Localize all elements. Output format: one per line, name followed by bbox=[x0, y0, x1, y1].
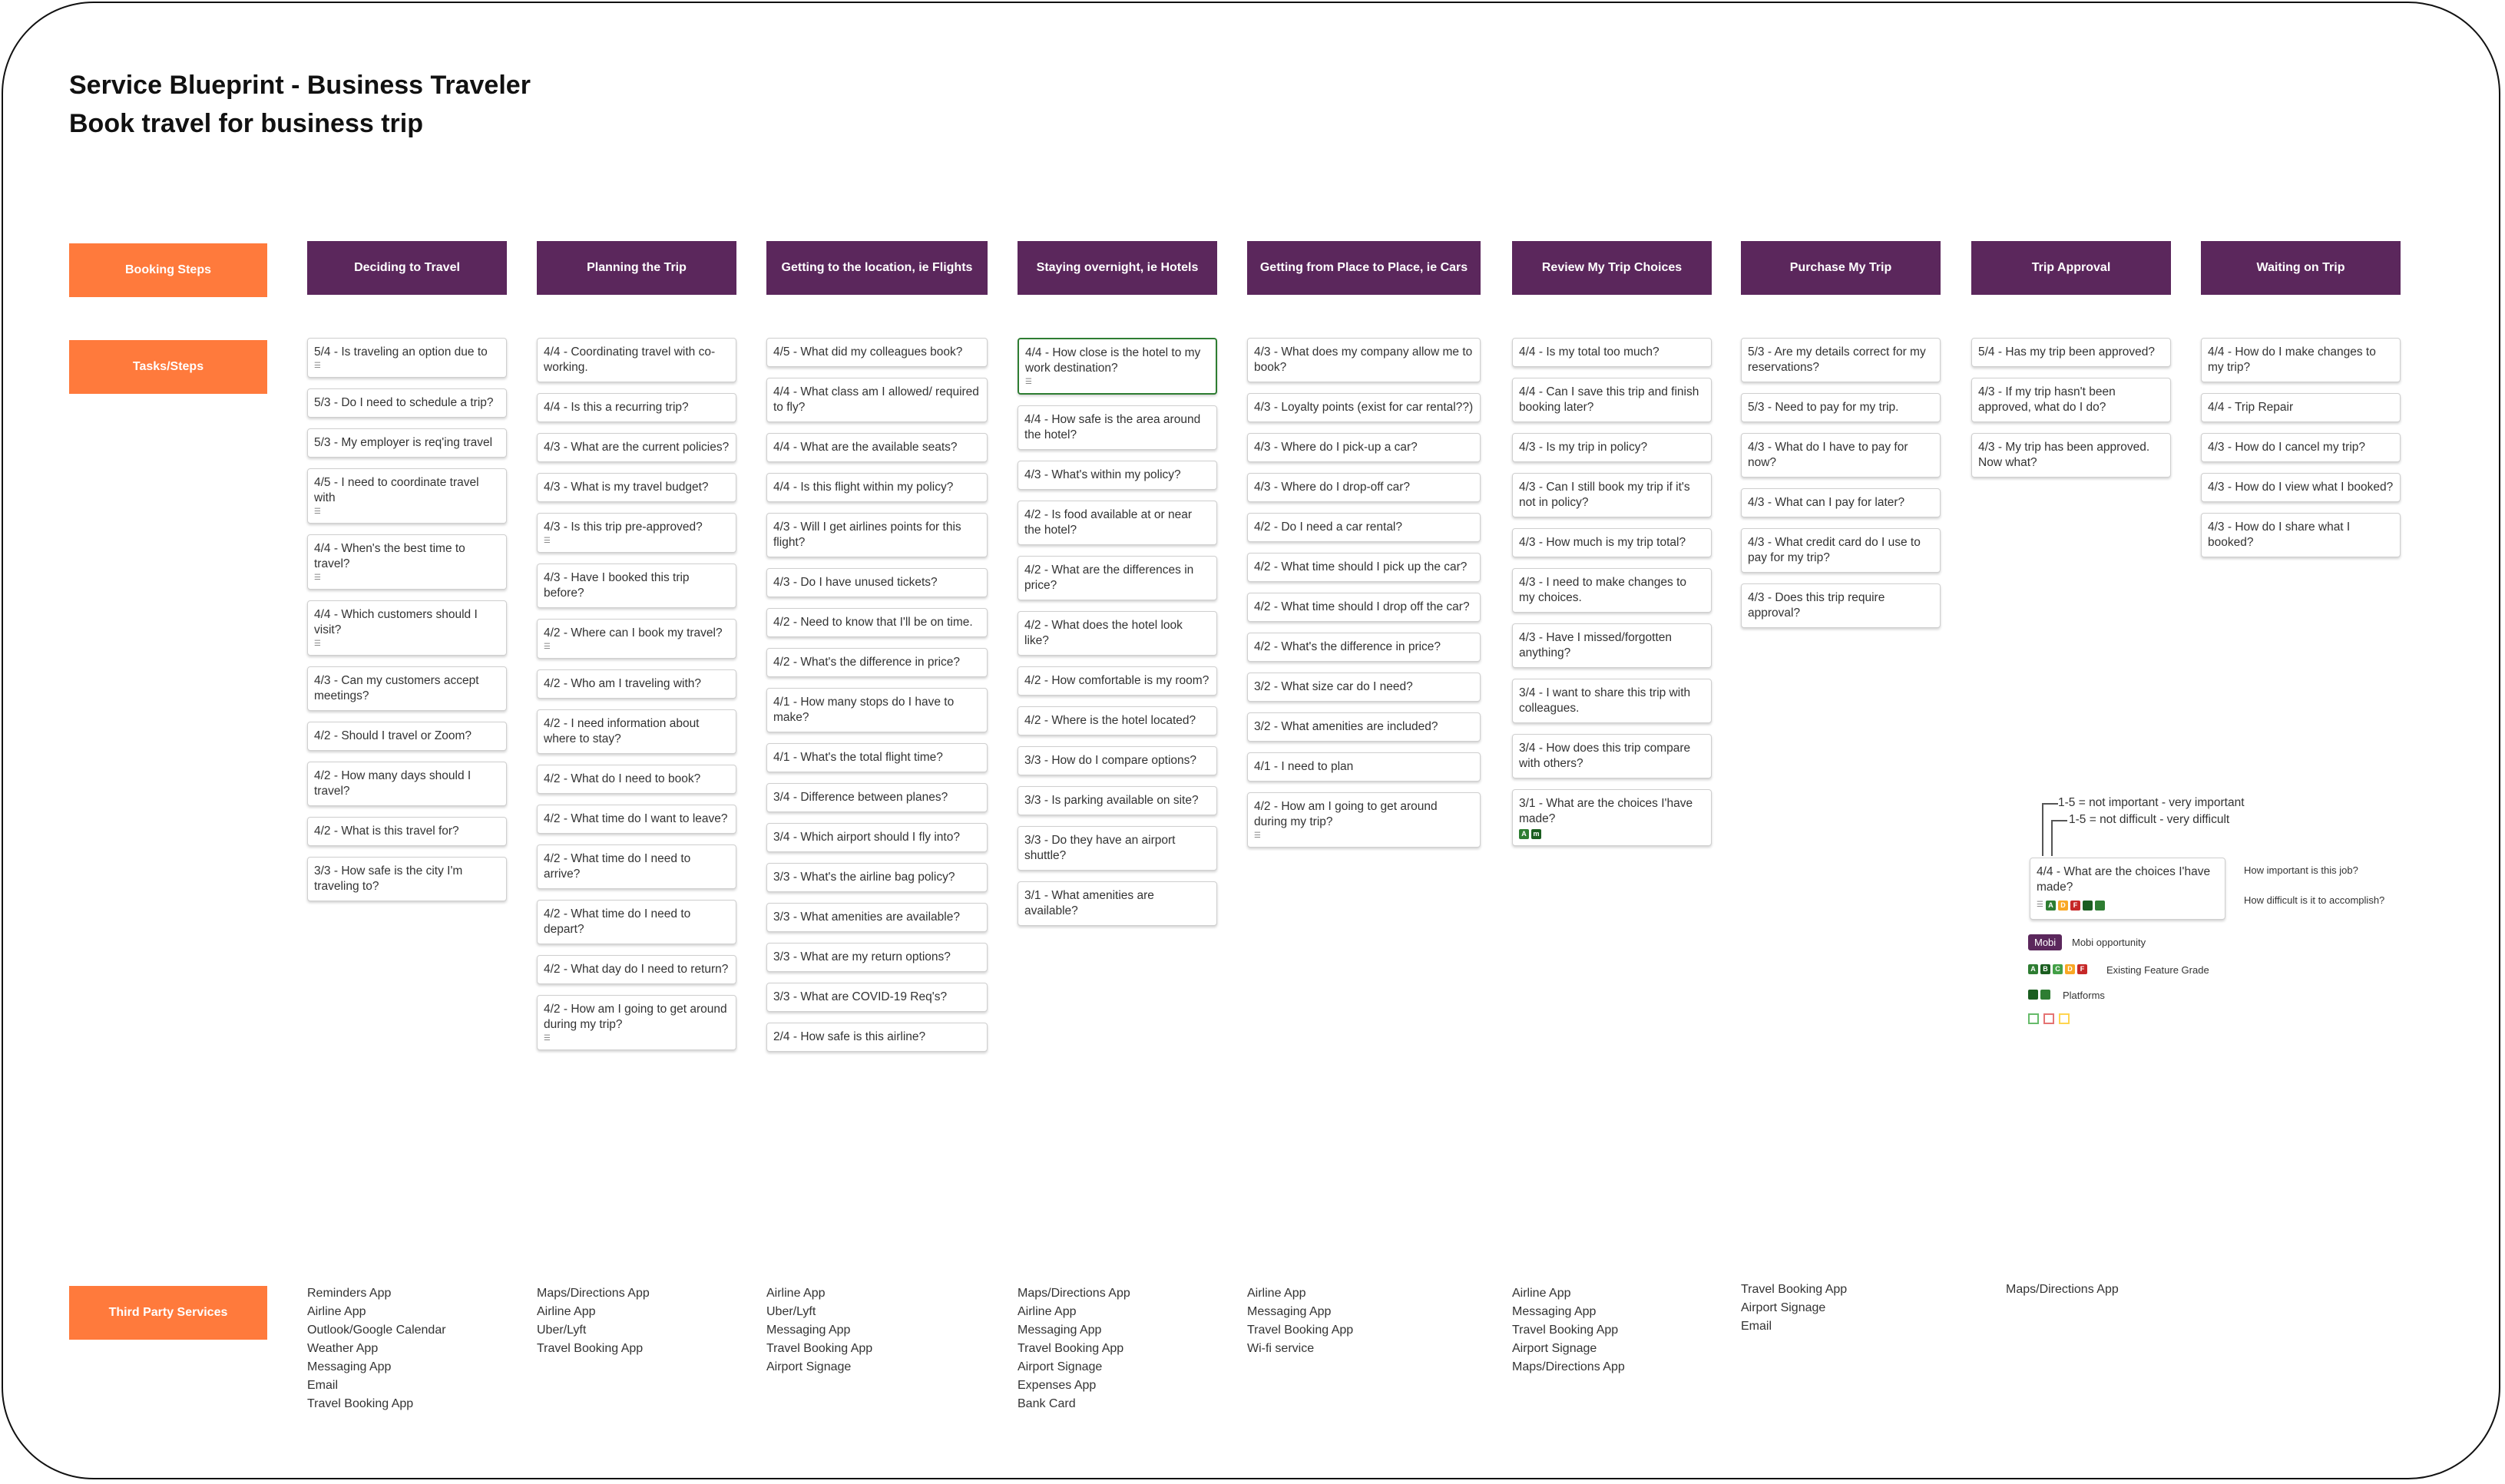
task-card-text: 4/3 - Where do I drop-off car? bbox=[1254, 481, 1411, 494]
task-card-text: 4/2 - Is food available at or near the hotel? bbox=[1024, 508, 1192, 537]
task-card-text: 4/2 - How comfortable is my room? bbox=[1024, 674, 1209, 687]
task-card-text: 4/3 - How do I view what I booked? bbox=[2208, 481, 2394, 494]
legend-importance-scale: 1-5 = not important - very important bbox=[2058, 796, 2245, 809]
service-item: Bank Card bbox=[1018, 1397, 1076, 1410]
note-icon: ☰ bbox=[544, 537, 551, 545]
grade-f-chip: F bbox=[2070, 901, 2080, 911]
task-card-text: 4/2 - What time do I need to depart? bbox=[544, 907, 691, 936]
yellow-outline-swatch bbox=[2059, 1013, 2070, 1024]
column-header: Getting from Place to Place, ie Cars bbox=[1247, 241, 1481, 295]
task-card-text: 4/3 - Have I booked this trip before? bbox=[544, 571, 690, 600]
task-card-text: 4/2 - What is this travel for? bbox=[314, 825, 459, 838]
service-item: Airport Signage bbox=[766, 1360, 852, 1373]
grade-a-chip: A bbox=[2028, 964, 2038, 974]
task-card-text: 4/2 - What time should I pick up the car? bbox=[1254, 560, 1468, 573]
task-card[interactable] bbox=[766, 608, 988, 637]
note-icon: ☰ bbox=[1254, 831, 1261, 840]
task-card-text: 4/3 - What credit card do I use to pay for my trip? bbox=[1748, 536, 1921, 564]
task-card[interactable] bbox=[1512, 528, 1712, 557]
task-card-text: 4/4 - Is my total too much? bbox=[1519, 345, 1660, 359]
task-card[interactable] bbox=[766, 433, 988, 462]
row-label-tasks-steps: Tasks/Steps bbox=[69, 340, 267, 394]
task-card-text: 4/2 - What do I need to book? bbox=[544, 772, 701, 785]
task-card-text: 4/3 - Do I have unused tickets? bbox=[773, 576, 938, 589]
task-card[interactable] bbox=[1018, 611, 1217, 656]
task-card-text: 4/2 - What day do I need to return? bbox=[544, 963, 729, 976]
task-card-text: 3/3 - What are COVID-19 Req's? bbox=[773, 990, 948, 1003]
task-card-text: 4/4 - Trip Repair bbox=[2208, 401, 2294, 414]
task-card[interactable] bbox=[307, 428, 507, 458]
task-card-text: 4/3 - If my trip hasn't been approved, what do I do? bbox=[1978, 385, 2116, 414]
task-card-text: 4/3 - Is this trip pre-approved? bbox=[544, 521, 703, 534]
task-card-text: 4/1 - What's the total flight time? bbox=[773, 751, 943, 764]
task-card-text: 4/3 - I need to make changes to my choices. bbox=[1519, 576, 1686, 604]
task-card-text: 3/1 - What amenities are available? bbox=[1024, 889, 1154, 917]
task-column bbox=[766, 338, 988, 1063]
task-card[interactable] bbox=[766, 863, 988, 892]
task-card[interactable] bbox=[1512, 679, 1712, 723]
task-card-text: 4/3 - My trip has been approved. Now what? bbox=[1978, 441, 2150, 469]
task-column bbox=[1018, 338, 1217, 937]
service-item: Weather App bbox=[307, 1342, 379, 1355]
task-card[interactable] bbox=[1018, 666, 1217, 696]
task-card[interactable] bbox=[2201, 433, 2401, 462]
task-card-text: 3/4 - How does this trip compare with others? bbox=[1519, 742, 1691, 770]
task-card-text: 4/3 - Loyalty points (exist for car rental??) bbox=[1254, 401, 1474, 414]
task-card[interactable] bbox=[1512, 433, 1712, 462]
service-item: Maps/Directions App bbox=[2006, 1283, 2119, 1296]
task-card-text: 4/3 - Can I still book my trip if it's not in policy? bbox=[1519, 481, 1690, 509]
task-card-text: 4/2 - Should I travel or Zoom? bbox=[314, 729, 472, 742]
task-card-text: 5/3 - Are my details correct for my reservations? bbox=[1748, 345, 1926, 374]
note-icon: ☰ bbox=[2037, 901, 2043, 909]
service-item: Travel Booking App bbox=[307, 1397, 414, 1410]
task-card-text: 4/3 - What are the current policies? bbox=[544, 441, 730, 454]
grade-a-chip: A bbox=[1519, 829, 1529, 839]
legend-platform-chips bbox=[2028, 990, 2050, 1000]
note-icon: ☰ bbox=[314, 507, 321, 516]
task-card[interactable] bbox=[537, 564, 736, 608]
task-card-text: 4/2 - What's the difference in price? bbox=[773, 656, 961, 669]
task-card-text: 4/5 - What did my colleagues book? bbox=[773, 345, 963, 359]
legend-mobi-label: Mobi opportunity bbox=[2072, 937, 2146, 948]
task-card[interactable] bbox=[1741, 393, 1941, 422]
task-card[interactable] bbox=[766, 688, 988, 732]
service-item: Airport Signage bbox=[1512, 1342, 1597, 1355]
task-card[interactable] bbox=[537, 619, 736, 659]
task-card[interactable] bbox=[1018, 556, 1217, 600]
grade-a-chip: A bbox=[2046, 901, 2056, 911]
task-card[interactable] bbox=[1247, 673, 1481, 702]
service-item: Airport Signage bbox=[1018, 1360, 1103, 1373]
legend-difficulty-scale: 1-5 = not difficult - very difficult bbox=[2069, 813, 2230, 826]
task-card-text: 4/2 - Where can I book my travel? bbox=[544, 626, 723, 640]
task-card[interactable] bbox=[1512, 623, 1712, 668]
task-card[interactable] bbox=[766, 378, 988, 422]
task-card-text: 4/3 - Is my trip in policy? bbox=[1519, 441, 1648, 454]
legend-outline-swatches bbox=[2028, 1013, 2070, 1024]
task-card[interactable] bbox=[307, 762, 507, 806]
task-card[interactable] bbox=[766, 648, 988, 677]
task-card[interactable] bbox=[1512, 789, 1712, 846]
legend-example-card-text: 4/4 - What are the choices I'have made? bbox=[2037, 865, 2211, 894]
task-card[interactable] bbox=[766, 983, 988, 1012]
task-card-text: 4/4 - Which customers should I visit? bbox=[314, 608, 478, 636]
task-card[interactable] bbox=[1247, 593, 1481, 622]
grade-c-chip: C bbox=[2053, 964, 2063, 974]
task-card[interactable] bbox=[1018, 826, 1217, 871]
service-item: Uber/Lyft bbox=[766, 1305, 816, 1318]
task-card[interactable] bbox=[1247, 553, 1481, 582]
service-item: Travel Booking App bbox=[1512, 1324, 1619, 1337]
task-card[interactable] bbox=[1018, 501, 1217, 545]
task-card[interactable] bbox=[1247, 792, 1481, 848]
task-card[interactable] bbox=[1247, 393, 1481, 422]
task-card[interactable] bbox=[1512, 734, 1712, 778]
task-card-text: 4/3 - What do I have to pay for now? bbox=[1748, 441, 1908, 469]
task-card-text: 3/3 - What amenities are available? bbox=[773, 911, 960, 924]
task-card-text: 2/4 - How safe is this airline? bbox=[773, 1030, 926, 1043]
task-card-text: 4/4 - Is this a recurring trip? bbox=[544, 401, 689, 414]
third-party-services-list bbox=[1512, 1284, 1625, 1377]
task-card-text: 3/3 - What are my return options? bbox=[773, 950, 951, 963]
platform-icon: m bbox=[1531, 829, 1541, 839]
task-card-text: 4/2 - Where is the hotel located? bbox=[1024, 714, 1196, 727]
task-card-text: 5/3 - Do I need to schedule a trip? bbox=[314, 396, 494, 409]
task-card-text: 4/2 - What's the difference in price? bbox=[1254, 640, 1441, 653]
note-icon: ☰ bbox=[314, 640, 321, 648]
task-card-text: 4/3 - Does this trip require approval? bbox=[1748, 591, 1885, 620]
task-card-text: 3/4 - Difference between planes? bbox=[773, 791, 948, 804]
service-item: Uber/Lyft bbox=[537, 1324, 587, 1337]
task-card[interactable] bbox=[766, 823, 988, 852]
service-item: Travel Booking App bbox=[1247, 1324, 1354, 1337]
service-item: Messaging App bbox=[1512, 1305, 1597, 1318]
grade-d-chip: D bbox=[2065, 964, 2075, 974]
task-card-text: 5/3 - Need to pay for my trip. bbox=[1748, 401, 1899, 414]
task-card[interactable] bbox=[537, 393, 736, 422]
task-card[interactable] bbox=[766, 1023, 988, 1052]
task-column bbox=[1971, 338, 2171, 488]
row-label-booking-steps: Booking Steps bbox=[69, 243, 267, 297]
task-card-text: 4/3 - What's within my policy? bbox=[1024, 468, 1181, 481]
task-card[interactable] bbox=[1971, 378, 2171, 422]
task-card-text: 4/3 - What does my company allow me to book? bbox=[1254, 345, 1473, 374]
task-card-chips bbox=[1519, 829, 1705, 839]
task-card-text: 4/1 - I need to plan bbox=[1254, 760, 1354, 773]
task-card[interactable] bbox=[1018, 461, 1217, 490]
task-card-text: 4/4 - What are the available seats? bbox=[773, 441, 958, 454]
task-card-text: 4/2 - How am I going to get around during my trip? bbox=[1254, 800, 1438, 828]
page-subtitle: Book travel for business trip bbox=[69, 109, 423, 138]
third-party-services-list bbox=[2006, 1281, 2119, 1299]
task-card[interactable] bbox=[1018, 338, 1217, 395]
note-icon: ☰ bbox=[1025, 378, 1032, 386]
task-card-text: 4/3 - How do I share what I booked? bbox=[2208, 521, 2351, 549]
task-card[interactable] bbox=[1512, 473, 1712, 517]
task-card-text: 3/2 - What amenities are included? bbox=[1254, 720, 1438, 733]
task-card-text: 5/3 - My employer is req'ing travel bbox=[314, 436, 493, 449]
column-header: Trip Approval bbox=[1971, 241, 2171, 295]
task-card[interactable] bbox=[537, 709, 736, 754]
task-card[interactable] bbox=[537, 995, 736, 1050]
legend-example-card-chips bbox=[2037, 897, 2219, 913]
task-card[interactable] bbox=[537, 473, 736, 502]
task-card-text: 4/4 - How close is the hotel to my work destination? bbox=[1025, 346, 1201, 375]
task-card[interactable] bbox=[537, 805, 736, 834]
task-card[interactable] bbox=[537, 433, 736, 462]
task-card-text: 3/3 - How do I compare options? bbox=[1024, 754, 1197, 767]
task-card[interactable] bbox=[537, 513, 736, 553]
page-title: Service Blueprint - Business Traveler bbox=[69, 71, 531, 100]
column-header: Getting to the location, ie Flights bbox=[766, 241, 988, 295]
task-card-text: 4/4 - What class am I allowed/ required to fly? bbox=[773, 385, 979, 414]
task-card[interactable] bbox=[766, 743, 988, 772]
task-card[interactable] bbox=[537, 900, 736, 944]
task-card[interactable] bbox=[766, 513, 988, 557]
task-card[interactable] bbox=[1512, 378, 1712, 422]
task-card[interactable] bbox=[1741, 338, 1941, 382]
task-card-text: 4/3 - Where do I pick-up a car? bbox=[1254, 441, 1418, 454]
task-card-text: 4/2 - Do I need a car rental? bbox=[1254, 521, 1403, 534]
task-card[interactable] bbox=[537, 765, 736, 794]
task-card[interactable] bbox=[766, 943, 988, 972]
service-item: Outlook/Google Calendar bbox=[307, 1324, 446, 1337]
service-item: Airline App bbox=[537, 1305, 596, 1318]
task-card-text: 4/2 - How am I going to get around during my trip? bbox=[544, 1003, 727, 1031]
task-card-text: 4/5 - I need to coordinate travel with bbox=[314, 476, 479, 504]
task-card-text: 4/2 - What does the hotel look like? bbox=[1024, 619, 1183, 647]
task-card-text: 4/3 - What can I pay for later? bbox=[1748, 496, 1905, 509]
task-card-text: 4/4 - When's the best time to travel? bbox=[314, 542, 465, 570]
third-party-services-list bbox=[1018, 1284, 1130, 1413]
platform-mobile-icon bbox=[2095, 901, 2105, 911]
legend-example-card bbox=[2030, 858, 2225, 920]
column-header: Purchase My Trip bbox=[1741, 241, 1941, 295]
service-item: Airline App bbox=[1512, 1287, 1571, 1300]
red-outline-swatch bbox=[2043, 1013, 2054, 1024]
service-item: Airline App bbox=[1018, 1305, 1077, 1318]
task-column bbox=[537, 338, 736, 1061]
service-item: Maps/Directions App bbox=[537, 1287, 650, 1300]
third-party-services-list bbox=[307, 1284, 446, 1413]
task-column bbox=[1512, 338, 1712, 857]
service-item: Airline App bbox=[307, 1305, 366, 1318]
task-card[interactable] bbox=[1512, 568, 1712, 613]
third-party-services-list bbox=[1247, 1284, 1353, 1358]
task-card[interactable] bbox=[1247, 433, 1481, 462]
platform-mobile-icon bbox=[2040, 990, 2050, 1000]
task-card[interactable] bbox=[1018, 881, 1217, 926]
service-item: Maps/Directions App bbox=[1512, 1360, 1625, 1373]
task-card[interactable] bbox=[2201, 338, 2401, 382]
task-card[interactable] bbox=[1018, 786, 1217, 815]
task-card[interactable] bbox=[1247, 338, 1481, 382]
third-party-services-list bbox=[1741, 1281, 1847, 1336]
task-card-text: 4/2 - What time do I need to arrive? bbox=[544, 852, 691, 881]
task-card-text: 4/2 - Need to know that I'll be on time. bbox=[773, 616, 973, 629]
task-card[interactable] bbox=[307, 534, 507, 590]
column-header: Planning the Trip bbox=[537, 241, 736, 295]
legend-grade-label: Existing Feature Grade bbox=[2106, 964, 2209, 976]
task-card[interactable] bbox=[766, 473, 988, 502]
service-item: Email bbox=[307, 1379, 339, 1392]
task-card[interactable] bbox=[537, 338, 736, 382]
task-card-text: 4/3 - What is my travel budget? bbox=[544, 481, 709, 494]
service-item: Travel Booking App bbox=[1018, 1342, 1124, 1355]
note-icon: ☰ bbox=[314, 362, 321, 370]
task-card[interactable] bbox=[1247, 633, 1481, 662]
task-card[interactable] bbox=[1247, 513, 1481, 542]
task-card[interactable] bbox=[1741, 488, 1941, 517]
task-card[interactable] bbox=[1971, 433, 2171, 478]
service-item: Messaging App bbox=[766, 1324, 851, 1337]
task-card[interactable] bbox=[1247, 712, 1481, 742]
task-card[interactable] bbox=[1018, 405, 1217, 450]
task-card-text: 5/4 - Has my trip been approved? bbox=[1978, 345, 2156, 359]
task-card-text: 4/1 - How many stops do I have to make? bbox=[773, 696, 955, 724]
task-card-text: 4/2 - What time should I drop off the car? bbox=[1254, 600, 1470, 613]
task-card-text: 4/4 - How safe is the area around the hotel? bbox=[1024, 413, 1201, 441]
task-card[interactable] bbox=[2201, 393, 2401, 422]
task-card[interactable] bbox=[766, 338, 988, 367]
platform-web-icon bbox=[2028, 990, 2038, 1000]
platform-web-icon bbox=[2083, 901, 2093, 911]
service-item: Airline App bbox=[1247, 1287, 1306, 1300]
task-card[interactable] bbox=[1741, 528, 1941, 573]
task-card[interactable] bbox=[2201, 473, 2401, 502]
task-card[interactable] bbox=[307, 857, 507, 901]
task-card-text: 4/2 - I need information about where to stay? bbox=[544, 717, 700, 745]
grade-d-chip: D bbox=[2058, 901, 2068, 911]
service-item: Airline App bbox=[766, 1287, 826, 1300]
task-card[interactable] bbox=[766, 568, 988, 597]
task-card-text: 4/3 - Will I get airlines points for this flight? bbox=[773, 521, 961, 549]
column-header: Deciding to Travel bbox=[307, 241, 507, 295]
task-card-text: 4/4 - Coordinating travel with co-working. bbox=[544, 345, 716, 374]
grade-f-chip: F bbox=[2077, 964, 2087, 974]
service-item: Messaging App bbox=[1247, 1305, 1332, 1318]
legend-platforms-label: Platforms bbox=[2063, 990, 2105, 1001]
note-icon: ☰ bbox=[314, 573, 321, 582]
task-card-text: 3/4 - Which airport should I fly into? bbox=[773, 831, 960, 844]
grade-b-chip: B bbox=[2040, 964, 2050, 974]
task-card-text: 3/3 - What's the airline bag policy? bbox=[773, 871, 955, 884]
task-column bbox=[1247, 338, 1481, 858]
service-item: Travel Booking App bbox=[1741, 1283, 1848, 1296]
task-card-text: 4/2 - How many days should I travel? bbox=[314, 769, 472, 798]
task-card[interactable] bbox=[307, 722, 507, 751]
service-item: Messaging App bbox=[1018, 1324, 1102, 1337]
task-column bbox=[2201, 338, 2401, 568]
task-card-text: 3/1 - What are the choices I'have made? bbox=[1519, 797, 1693, 825]
task-card[interactable] bbox=[307, 666, 507, 711]
task-card[interactable] bbox=[766, 903, 988, 932]
legend-difficulty-question: How difficult is it to accomplish? bbox=[2244, 894, 2385, 906]
column-header: Waiting on Trip bbox=[2201, 241, 2401, 295]
column-header: Review My Trip Choices bbox=[1512, 241, 1712, 295]
task-card[interactable] bbox=[1741, 433, 1941, 478]
task-card[interactable] bbox=[307, 600, 507, 656]
task-card[interactable] bbox=[537, 844, 736, 889]
task-card-text: 3/2 - What size car do I need? bbox=[1254, 680, 1413, 693]
task-card-text: 4/3 - Can my customers accept meetings? bbox=[314, 674, 479, 702]
note-icon: ☰ bbox=[544, 1034, 551, 1043]
task-card[interactable] bbox=[1512, 338, 1712, 367]
task-card[interactable] bbox=[307, 388, 507, 418]
task-column bbox=[1741, 338, 1941, 639]
task-card-text: 4/3 - How much is my trip total? bbox=[1519, 536, 1686, 549]
service-item: Reminders App bbox=[307, 1287, 392, 1300]
service-item: Airport Signage bbox=[1741, 1301, 1826, 1314]
task-card[interactable] bbox=[537, 669, 736, 699]
third-party-services-list bbox=[766, 1284, 872, 1377]
service-item: Travel Booking App bbox=[766, 1342, 873, 1355]
service-item: Expenses App bbox=[1018, 1379, 1097, 1392]
task-card-text: 4/3 - Have I missed/forgotten anything? bbox=[1519, 631, 1673, 659]
mobi-badge: Mobi bbox=[2028, 934, 2062, 950]
task-card[interactable] bbox=[1971, 338, 2171, 367]
task-card-text: 4/2 - Who am I traveling with? bbox=[544, 677, 702, 690]
task-card-text: 4/4 - Is this flight within my policy? bbox=[773, 481, 954, 494]
task-card[interactable] bbox=[307, 338, 507, 378]
task-card[interactable] bbox=[307, 468, 507, 524]
task-card-text: 3/3 - How safe is the city I'm traveling to? bbox=[314, 864, 463, 893]
note-icon: ☰ bbox=[544, 643, 551, 651]
legend-grade-chips bbox=[2028, 964, 2087, 974]
service-item: Maps/Directions App bbox=[1018, 1287, 1130, 1300]
service-item: Travel Booking App bbox=[537, 1342, 644, 1355]
task-card-text: 4/4 - Can I save this trip and finish booking later? bbox=[1519, 385, 1699, 414]
task-card[interactable] bbox=[766, 783, 988, 812]
task-card[interactable] bbox=[1247, 752, 1481, 782]
service-item: Wi-fi service bbox=[1247, 1342, 1315, 1355]
task-card-text: 4/4 - How do I make changes to my trip? bbox=[2208, 345, 2376, 374]
service-item: Email bbox=[1741, 1320, 1772, 1333]
task-card[interactable] bbox=[1018, 706, 1217, 735]
task-card-text: 3/3 - Is parking available on site? bbox=[1024, 794, 1199, 807]
column-header: Staying overnight, ie Hotels bbox=[1018, 241, 1217, 295]
task-card[interactable] bbox=[1247, 473, 1481, 502]
task-card-text: 3/4 - I want to share this trip with colleagues. bbox=[1519, 686, 1691, 715]
service-item: Messaging App bbox=[307, 1360, 392, 1373]
legend-importance-question: How important is this job? bbox=[2244, 864, 2358, 876]
task-column bbox=[307, 338, 507, 912]
green-outline-swatch bbox=[2028, 1013, 2039, 1024]
task-card-text: 4/2 - What are the differences in price? bbox=[1024, 564, 1194, 592]
task-card[interactable] bbox=[1018, 746, 1217, 775]
task-card-text: 4/2 - What time do I want to leave? bbox=[544, 812, 728, 825]
task-card[interactable] bbox=[537, 955, 736, 984]
task-card-text: 5/4 - Is traveling an option due to bbox=[314, 345, 488, 359]
task-card[interactable] bbox=[307, 817, 507, 846]
task-card[interactable] bbox=[1741, 583, 1941, 628]
row-label-third-party: Third Party Services bbox=[69, 1286, 267, 1340]
third-party-services-list bbox=[537, 1284, 650, 1358]
task-card-text: 4/3 - How do I cancel my trip? bbox=[2208, 441, 2366, 454]
task-card-text: 3/3 - Do they have an airport shuttle? bbox=[1024, 834, 1176, 862]
task-card[interactable] bbox=[2201, 513, 2401, 557]
